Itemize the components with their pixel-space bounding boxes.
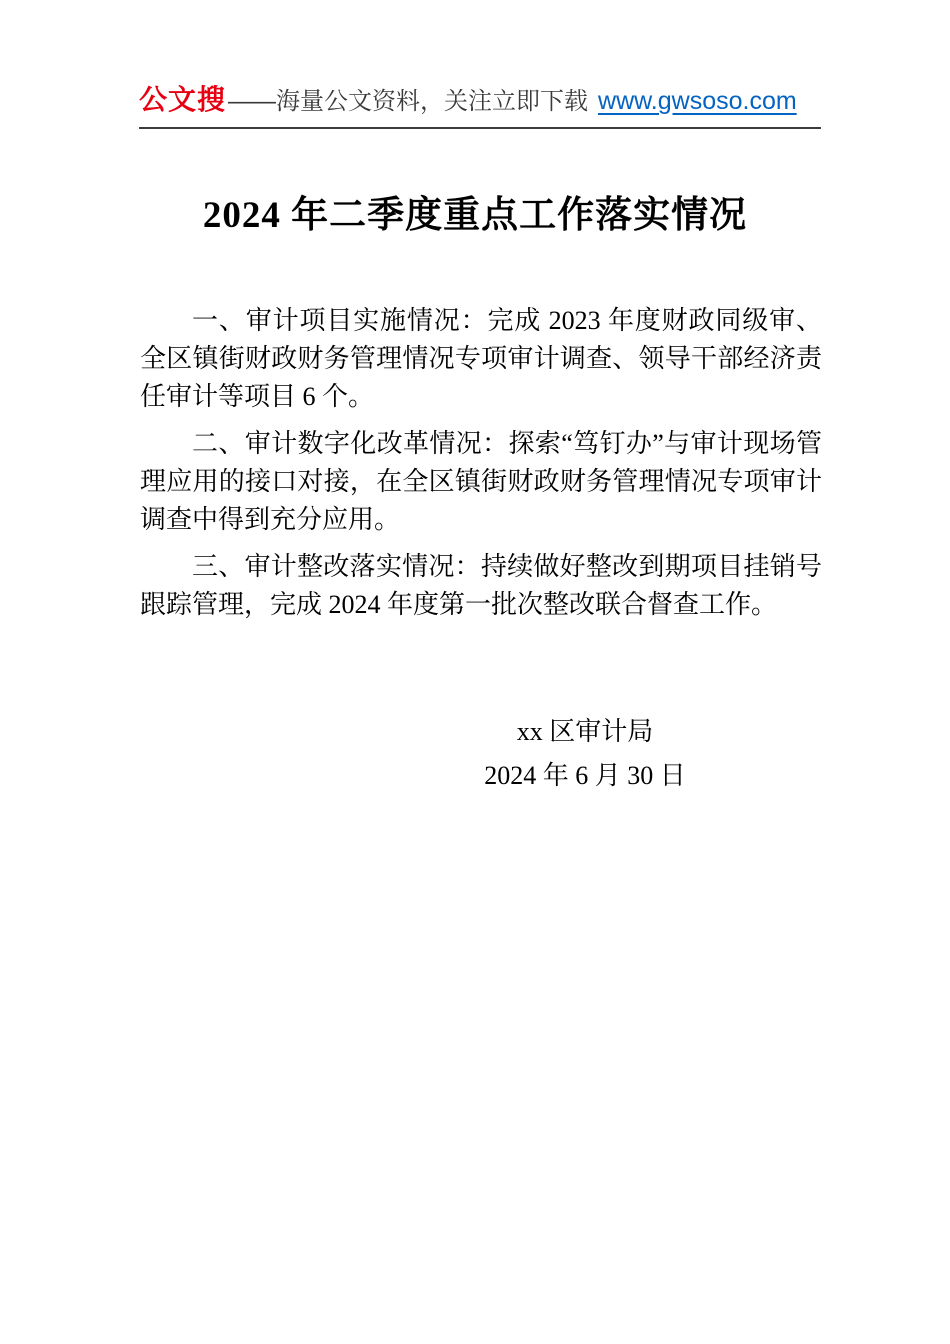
document-body	[140, 302, 822, 633]
signature-date: 2024 年 6 月 30 日	[484, 761, 686, 790]
signature-org: xx 区审计局	[516, 717, 654, 746]
paragraph-rectification: 三、审计整改落实情况：持续做好整改到期项目挂销号跟踪管理，完成 2024 年度第一批次整改联合督查工作。	[140, 552, 822, 619]
brand-logo-text: 公文搜	[139, 84, 227, 115]
signature-block	[400, 710, 770, 798]
document-title: 2024 年二季度重点工作落实情况	[202, 195, 748, 236]
paragraph-audit-projects: 一、审计项目实施情况：完成 2023 年度财政同级审、全区镇街财政财务管理情况专项审计调查、领导干部经济责任审计等项目 6 个。	[140, 306, 822, 411]
header-tagline: ——海量公文资料，关注立即下载	[228, 88, 589, 115]
paragraph-digital-reform: 二、审计数字化改革情况：探索“笃钉办”与审计现场管理应用的接口对接，在全区镇街财政财务管理情况专项审计调查中得到充分应用。	[140, 429, 822, 534]
website-link[interactable]: www.gwsoso.com	[598, 87, 797, 115]
promo-header	[139, 78, 821, 129]
